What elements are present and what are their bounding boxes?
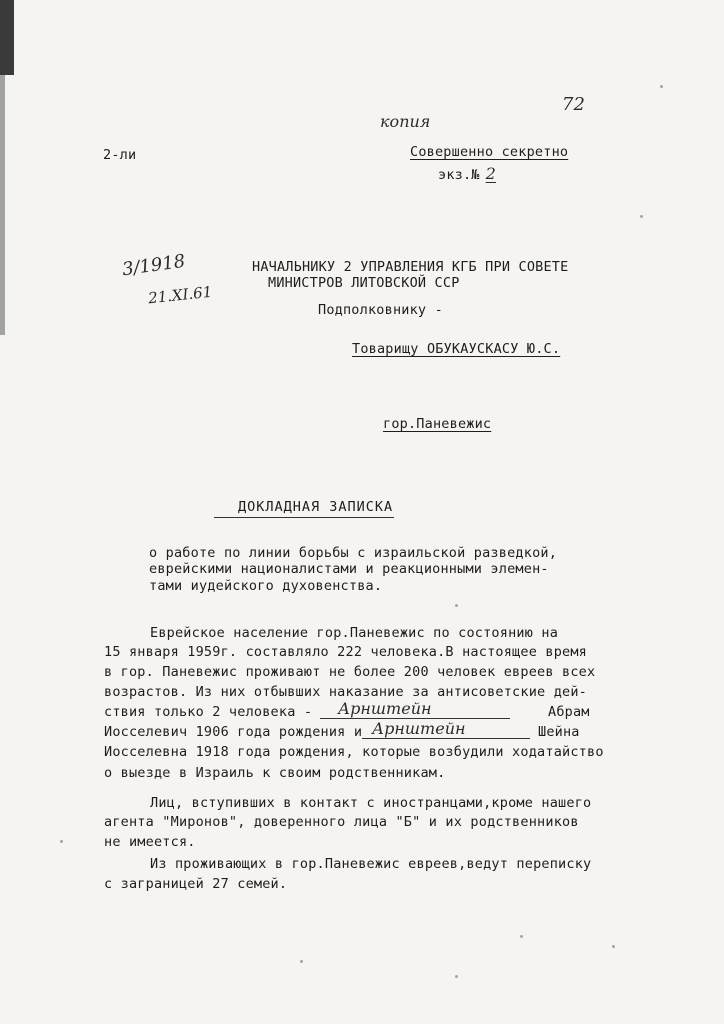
scan-speck [520,935,523,938]
para1-line-5a: ствия только 2 человека - [104,704,313,720]
addressee-rank: Подполковнику - [318,302,443,318]
para1-line-3: в гор. Паневежис проживают не более 200 человек евреев всех [104,664,596,680]
scan-speck [60,840,63,843]
title-underline [214,517,394,518]
para1-line-8: о выезде в Израиль к своим родственникам. [104,765,446,781]
page-number: 72 [562,94,585,115]
scan-speck [455,975,458,978]
addressee-name: Товарищу ОБУКАУСКАСУ Ю.С. [352,341,561,357]
left-code: 2-ли [103,147,137,163]
addressee-line1: НАЧАЛЬНИКУ 2 УПРАВЛЕНИЯ КГБ ПРИ СОВЕТЕ [252,259,569,275]
scan-speck [300,960,303,963]
para3-line-1: Из проживающих в гор.Паневежис евреев,ведут переписку [150,856,592,872]
para1-line-1: Еврейское население гор.Паневежис по состоянию на [150,625,559,641]
para1-line-6b: Шейна [538,724,580,740]
para2-line-1: Лиц, вступивших в контакт с иностранцами,кроме нашего [150,795,592,811]
scan-speck [640,215,643,218]
copy-label: экз.№ 2 [438,164,497,183]
para1-line-6a: Иосселевич 1906 года рождения и [104,724,363,740]
handwritten-name-1: Арнштейн [338,699,432,718]
para1-line-2: 15 января 1959г. составляло 222 человека.В настоящее время [104,644,588,660]
para1-line-5b: Абрам [548,704,590,720]
registration-date: 21.XI.61 [147,282,214,308]
scan-edge-strip [0,75,5,335]
para1-line-4: возрастов. Из них отбывших наказание за антисоветские дей- [104,684,588,700]
copy-handwritten-mark: копия [380,112,431,131]
subject-line-2: еврейскими националистами и реакционными элемен- [149,561,549,577]
para2-line-3: не имеется. [104,834,196,850]
addressee-line2: МИНИСТРОВ ЛИТОВСКОЙ ССР [268,275,460,291]
handwritten-name-2: Арнштейн [372,719,466,738]
name-2-underline [362,738,530,739]
para1-line-7: Иосселевна 1918 года рождения, которые возбудили ходатайство [104,744,604,760]
subject-line-3: тами иудейского духовенства. [149,578,383,594]
scan-speck [612,945,615,948]
registration-number: 3/1918 [120,250,187,281]
subject-line-1: о работе по линии борьбы с израильской разведкой, [149,545,558,561]
secrecy-label: Совершенно секретно [410,144,569,160]
copy-number: 2 [485,164,497,183]
para3-line-2: с заграницей 27 семей. [104,876,288,892]
addressee-city: гор.Паневежис [383,416,492,432]
scan-edge-shadow [0,0,14,75]
para2-line-2: агента "Миронов", доверенного лица "Б" и их родственников [104,814,579,830]
scan-speck [660,85,663,88]
scan-speck [455,604,458,607]
document-title: ДОКЛАДНАЯ ЗАПИСКА [238,499,394,515]
